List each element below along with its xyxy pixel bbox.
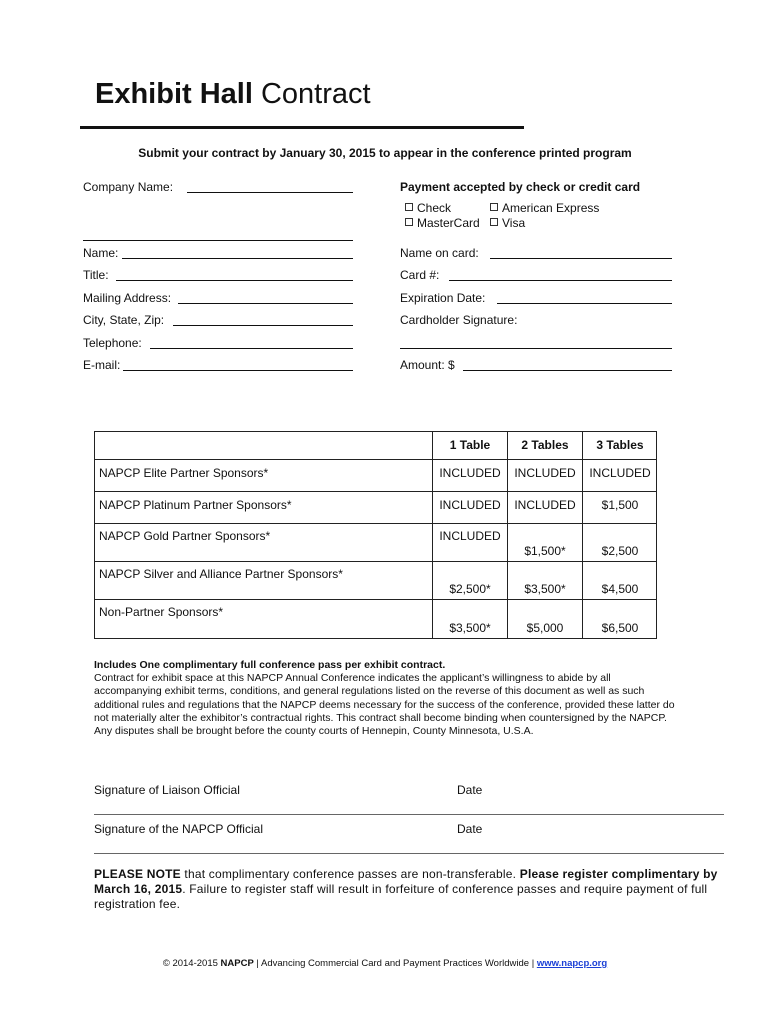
terms-line: additional rules and regulations that the NAPCP deems necessary for the success of the conference, provided these latter do <box>94 698 675 711</box>
cardholder-signature-field[interactable] <box>400 348 672 349</box>
title-rest: Contract <box>260 78 371 110</box>
table-cell: $4,500 <box>601 582 639 596</box>
liaison-signature-label: Signature of Liaison Official <box>94 783 240 797</box>
expiration-label: Expiration Date: <box>400 291 486 305</box>
terms-lead: Includes One complimentary full conference pass per exhibit contract. <box>94 659 446 671</box>
visa-checkbox[interactable] <box>490 218 498 226</box>
terms-line: not materially alter the exhibitor’s contractual rights. This contract shall become binding when countersigned by the NAPCP. <box>94 711 667 724</box>
company-name-label: Company Name: <box>83 180 174 194</box>
table-cell: $3,500* <box>524 582 566 596</box>
visa-option[interactable]: Visa <box>490 216 525 230</box>
title-divider <box>80 126 524 129</box>
name-on-card-label: Name on card: <box>400 246 479 260</box>
email-label: E-mail: <box>83 358 121 372</box>
name-on-card-field[interactable] <box>490 258 672 259</box>
amex-checkbox[interactable] <box>490 203 498 211</box>
email-field[interactable] <box>123 370 353 371</box>
name-label: Name: <box>83 246 119 260</box>
note-deadline: Please register complimentary by March 16, 2015 <box>94 867 718 896</box>
note-label: PLEASE NOTE <box>94 867 181 881</box>
table-cell: INCLUDED <box>439 498 501 512</box>
table-cell: $1,500* <box>524 544 566 558</box>
cardholder-signature-label: Cardholder Signature: <box>400 313 518 327</box>
mastercard-checkbox[interactable] <box>405 218 413 226</box>
terms-line: accompanying exhibit terms, conditions, and general regulations listed on the reverse of this document as well as such <box>94 685 645 698</box>
table-row-label: NAPCP Platinum Partner Sponsors* <box>99 498 292 512</box>
liaison-signature-field[interactable] <box>94 814 724 815</box>
company-name-field-line2[interactable] <box>83 240 353 241</box>
page-title <box>95 78 371 111</box>
table-cell: $6,500 <box>601 621 639 635</box>
terms-line: Any disputes shall be brought before the county courts of Hennepin, County Minnesota, U.S.A. <box>94 725 534 738</box>
liaison-date-label: Date <box>457 783 483 797</box>
amount-label: Amount: $ <box>400 358 455 372</box>
mailing-address-field[interactable] <box>178 303 353 304</box>
table-cell: INCLUDED <box>514 498 576 512</box>
page-footer: © 2014-2015 NAPCP | Advancing Commercial Card and Payment Practices Worldwide | www.napcp.org <box>162 958 608 969</box>
amount-field[interactable] <box>463 370 672 371</box>
expiration-field[interactable] <box>497 303 672 304</box>
table-cell: INCLUDED <box>589 466 651 480</box>
contract-terms <box>94 659 734 738</box>
amex-option[interactable]: American Express <box>490 201 599 215</box>
sponsor-pricing-table <box>94 431 657 639</box>
table-header-3-tables: 3 Tables <box>596 438 644 452</box>
table-row-label: Non-Partner Sponsors* <box>99 605 224 619</box>
city-state-zip-label: City, State, Zip: <box>83 313 165 327</box>
submit-deadline-note: Submit your contract by January 30, 2015 to appear in the conference printed program <box>138 146 632 160</box>
check-option[interactable]: Check <box>405 201 451 215</box>
company-name-field[interactable] <box>187 192 353 193</box>
table-cell: $2,500* <box>449 582 491 596</box>
terms-line: Contract for exhibit space at this NAPCP Annual Conference indicates the applicant’s willingness to abide by all <box>94 672 611 685</box>
table-header-1-table: 1 Table <box>449 438 491 452</box>
footer-org: NAPCP <box>220 958 254 969</box>
table-cell: INCLUDED <box>514 466 576 480</box>
registration-note: PLEASE NOTE that complimentary conference passes are non-transferable. Please register complimentary by March 16, 2015. Failure to register staff will result in forfeiture of conference passes and require payment of full registration fee. <box>94 867 718 911</box>
telephone-field[interactable] <box>150 348 353 349</box>
table-row-label: NAPCP Silver and Alliance Partner Sponsors* <box>99 567 343 581</box>
table-cell: INCLUDED <box>439 529 501 543</box>
table-header-2-tables: 2 Tables <box>521 438 569 452</box>
city-state-zip-field[interactable] <box>173 325 353 326</box>
napcp-date-label: Date <box>457 822 483 836</box>
table-row-label: NAPCP Gold Partner Sponsors* <box>99 529 271 543</box>
telephone-label: Telephone: <box>83 336 142 350</box>
payment-heading: Payment accepted by check or credit card <box>400 180 641 194</box>
check-checkbox[interactable] <box>405 203 413 211</box>
mastercard-option[interactable]: MasterCard <box>405 216 480 230</box>
table-cell: $2,500 <box>601 544 639 558</box>
title-field[interactable] <box>116 280 353 281</box>
table-cell: $1,500 <box>601 498 639 512</box>
table-cell: $5,000 <box>526 621 564 635</box>
napcp-signature-field[interactable] <box>94 853 724 854</box>
napcp-signature-label: Signature of the NAPCP Official <box>94 822 263 836</box>
card-number-field[interactable] <box>449 280 672 281</box>
title-bold: Exhibit Hall <box>95 78 253 110</box>
card-number-label: Card #: <box>400 268 440 282</box>
table-row-label: NAPCP Elite Partner Sponsors* <box>99 466 269 480</box>
table-cell: $3,500* <box>449 621 491 635</box>
name-field[interactable] <box>122 258 353 259</box>
table-cell: INCLUDED <box>439 466 501 480</box>
website-link[interactable]: www.napcp.org <box>536 958 608 969</box>
mailing-address-label: Mailing Address: <box>83 291 172 305</box>
title-label: Title: <box>83 268 109 282</box>
